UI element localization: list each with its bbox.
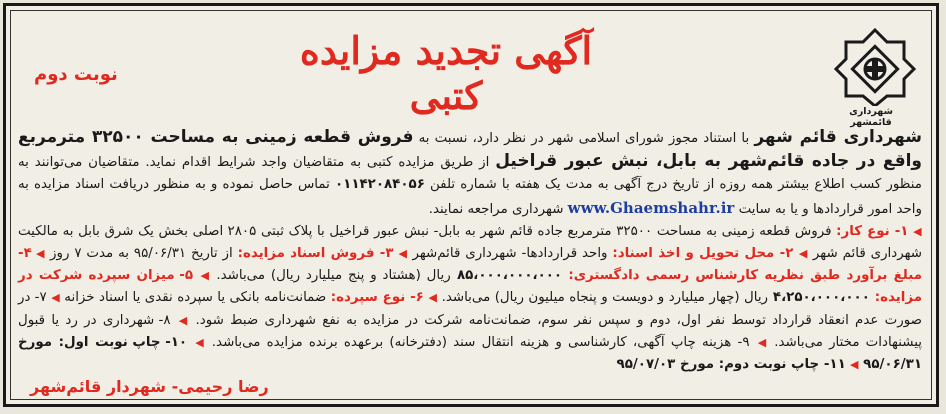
website-link[interactable]: www.Ghaemshahr.ir: [567, 198, 735, 217]
triangle-bullet-icon: ◀: [176, 313, 190, 327]
triangle-bullet-icon: ◀: [398, 247, 408, 261]
triangle-bullet-icon: ◀: [198, 269, 211, 283]
triangle-bullet-icon: ◀: [798, 247, 809, 261]
item-9-text: ۹- هزینه چاپ آگهی، کارشناسی و هزینه انتقال سند (دفترخانه) برعهده برنده مزایده می‌باشد.: [205, 334, 750, 350]
org-name: شهرداری قائم شهر: [754, 127, 923, 147]
triangle-bullet-icon: ◀: [850, 358, 859, 372]
item-4-amount: ۸۵،۰۰۰،۰۰۰،۰۰۰: [450, 268, 569, 284]
item-1-text: فروش قطعه زمینی به مساحت ۳۲۵۰۰ مترمربع جاده قائم شهر به بابل- نبش عبور قراخیل با پلاک ثبتی ۲۸۰۵ اصلی بخش یک شرق بابل به مالکیت شهرداری قائم شهر: [18, 223, 923, 262]
triangle-bullet-icon: ◀: [755, 335, 769, 349]
auction-notice: [3, 3, 939, 407]
item-3-label: ۳- فروش اسناد مزایده:: [237, 246, 394, 262]
item-1-label: ۱- نوع کار:: [836, 223, 909, 239]
round-label: نوبت دوم: [34, 64, 118, 85]
item-10-text: ۱۰- چاپ نوبت اول: مورخ ۹۵/۰۶/۳۱: [18, 334, 922, 373]
notice-title: آگهی تجدید مزایده کتبی: [299, 28, 593, 118]
item-5-text: ریال (چهار میلیارد و دویست و پنجاه میلیون ریال) می‌باشد.: [437, 290, 769, 306]
phone-number: ۰۱۱۴۲۰۸۴۰۵۶: [334, 177, 425, 193]
item-8-text: ۸- شهرداری در رد یا قبول پیشنهادات مختار می‌باشد.: [18, 312, 922, 350]
item-2-label: ۲- محل تحویل و اخذ اسناد:: [612, 246, 794, 262]
triangle-bullet-icon: ◀: [36, 247, 46, 261]
triangle-bullet-icon: ◀: [51, 291, 60, 305]
item-6-label: ۶- نوع سپرده:: [330, 290, 424, 306]
municipality-emblem-icon: [832, 26, 918, 106]
item-2-text: واحد قراردادها- شهرداری قائم‌شهر: [407, 246, 613, 262]
intro-text-2: از طریق مزایده کتبی به متقاضیان واجد شرایط اقدام نماید. متقاضیان می‌توانند به منظور کسب اطلاع بیشتر همه روزه از تاریخ درج آگهی به مدت یک هفته با شماره تلفن: [18, 155, 922, 193]
intro-paragraph: [18, 126, 922, 221]
item-6-text: ضمانت‌نامه بانکی یا سپرده نقدی یا اسناد خزانه: [59, 290, 331, 306]
item-5-label: ۵- میزان سپرده شرکت در مزایده:: [18, 268, 922, 306]
triangle-bullet-icon: ◀: [428, 291, 438, 305]
sale-description: فروش قطعه زمینی به مساحت ۳۲۵۰۰ مترمربع واقع در جاده قائم‌شهر به بابل، نبش عبور قراخیل: [18, 127, 922, 172]
item-11-text: ۱۱- چاپ نوبت دوم: مورخ ۹۵/۰۷/۰۳: [616, 357, 846, 373]
logo-caption: شهرداری قائمشهر: [849, 106, 893, 128]
triangle-bullet-icon: ◀: [193, 335, 206, 349]
notice-body: [18, 126, 923, 373]
item-3-text: از تاریخ ۹۵/۰۶/۳۱ به مدت ۷ روز: [45, 246, 238, 262]
signature: رضا رحیمی- شهردار قائم‌شهر: [30, 377, 269, 396]
items-paragraph: [18, 221, 922, 376]
triangle-bullet-icon: ◀: [913, 224, 922, 238]
item-4-text: ریال (هشتاد و پنج میلیارد ریال) می‌باشد.: [210, 268, 451, 284]
intro-text-4: شهرداری مراجعه نمایند.: [428, 201, 568, 217]
intro-text-1: با استناد مجوز شورای اسلامی شهر در نظر دارد، نسبت به: [413, 131, 755, 146]
intro-text-3: تماس حاصل نموده و به منظور دریافت اسناد مزایده به واحد امور قراردادها و یا به سایت: [18, 177, 922, 217]
item-5-amount: ۴،۲۵۰،۰۰۰،۰۰۰: [768, 290, 875, 306]
item-7-text: ۷- در صورت عدم انعقاد قرارداد توسط نفر اول، دوم و سپس نفر سوم، ضمانت‌نامه شرکت در مزایده به نفع شهرداری ضبط شود.: [18, 290, 922, 328]
item-4-label: ۴- مبلغ برآورد طبق نظریه کارشناس رسمی دادگستری:: [18, 246, 922, 284]
